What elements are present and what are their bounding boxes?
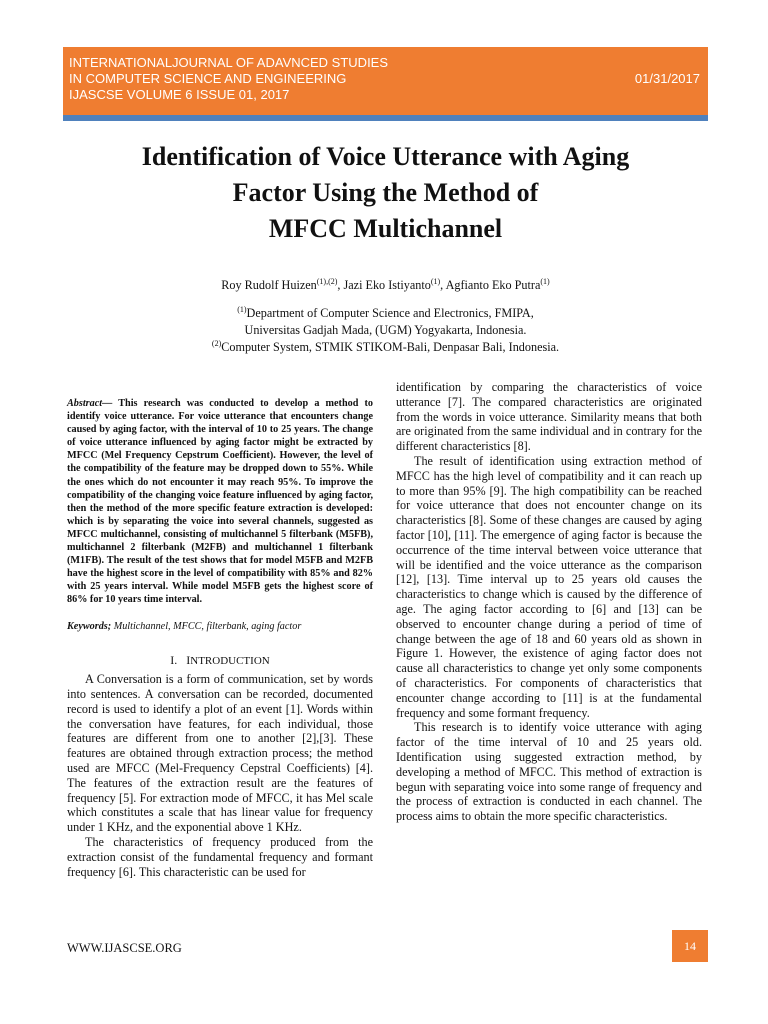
footer-website-url: WWW.IJASCSE.ORG [67, 941, 182, 955]
author-affiliation-marker: (1),(2) [316, 277, 338, 286]
affiliation-text: Universitas Gadjah Mada, (UGM) Yogyakarta, Indonesia. [244, 323, 527, 337]
body-paragraph: A Conversation is a form of communication, set by words into sentences. A conversation can be recorded, documented record is used to identify a plot of an event [1]. Words within the conversation have features, for each individual, those features are different from one to another [2],[3]. These features are obtained through extraction process; the method used are MFCC (Mel-Frequency Cepstral Coefficients) [4]. The features of the extraction result are the features of frequency [5]. For extraction mode of MFCC, it has Mel scale which constitutes a scale that has linear value for frequency under 1 KHz, and the exponential above 1 KHz. [67, 672, 373, 835]
section-heading-introduction [67, 653, 373, 669]
journal-name-line-1: INTERNATIONALJOURNAL OF ADAVNCED STUDIES [69, 55, 389, 70]
author-name: Roy Rudolf Huizen [221, 278, 317, 292]
paper-title-line-3: MFCC Multichannel [268, 214, 503, 243]
affiliation-marker: (2) [211, 339, 222, 348]
section-title-initial: I [186, 652, 191, 667]
journal-header-band [63, 47, 708, 115]
left-column [67, 380, 373, 879]
affiliation-text: Computer System, STMIK STIKOM-Bali, Denpasar Bali, Indonesia. [221, 340, 560, 354]
publication-date: 01/31/2017 [634, 71, 700, 86]
keywords [67, 620, 373, 633]
abstract-text: This research was conducted to develop a method to identify voice utterance. For voice utterance that encounters change caused by aging factor, with the interval of 10 to 25 years. The change of voice utterance influenced by aging factor might be extracted by MFCC (Mel Frequency Cepstrum Coefficient). However, the level of the compatibility of the feature may be dropped down to 55%. While the ones which do not encounter it may reach 95%. To improve the compatibility of the changing voice feature influenced by aging factor, then the method of the more specific feature extraction is developed: which is by separating the voice into several channels, suggested as MFCC multichannel, consisting of multichannel 5 filterbank (M5FB), multichannel 2 filterbank (M2FB) and multichannel 1 filterbank (M1FB). The result of the test shows that for model M5FB and M2FB have the highest score in the level of compatibility with 85% and 82% with 25 years interval. While model M5FB gets the highest score of 86% for 10 years time interval. [67, 398, 373, 606]
affiliations [63, 305, 708, 356]
abstract [67, 397, 373, 607]
author-name: Agfianto Eko Putra [445, 278, 541, 292]
journal-issue-line: IJASCSE VOLUME 6 ISSUE 01, 2017 [69, 87, 290, 102]
header-divider [63, 115, 708, 121]
keywords-label: Keywords; [67, 620, 112, 632]
affiliation-line [63, 305, 708, 322]
section-number: I. [170, 652, 178, 667]
paper-title-line-2: Factor Using the Method of [232, 178, 539, 207]
affiliation-marker: (1) [237, 305, 247, 314]
body-paragraph: The result of identification using extraction method of MFCC has the high level of compatibility and it can reach up to more than 95% [9]. The high compatibility can be reached for voice utterance that does not encounter change on its characteristics [8]. Some of these changes are caused by aging factor [10], [11]. The emergence of aging factor is because the occurrence of the time interval between voice utterance that will be identified and the voice utterance as the comparison [12], [13]. Time interval up to 25 years old causes the characteristics to change which is caused by the difference of age. The aging factor according to [6] and [13] can be observed to encounter change during a period of time of change between the age of 18 and 60 years old as shown in Figure 1. However, the existence of aging factor does not cause all characteristics to change yet only some components of characteristics. For components of characteristics that encounter change according to [11] is at the fundamental frequency and some formant frequency. [396, 453, 702, 720]
author-separator: , [337, 278, 344, 292]
author-list [63, 278, 708, 293]
journal-name [69, 55, 388, 103]
journal-name-line-2: IN COMPUTER SCIENCE AND ENGINEERING [69, 71, 347, 86]
body-paragraph: identification by comparing the characteristics of voice utterance [7]. The compared characteristics are originated from the words in voice utterance. Similarity means that both are originated from the same individual and in contrary for the different characteristics [8]. [396, 380, 702, 454]
author-affiliation-marker: (1) [540, 277, 550, 286]
author-name: Jazi Eko Istiyanto [343, 278, 431, 292]
paper-title-line-1: Identification of Voice Utterance with Aging [141, 142, 630, 171]
paper-title [63, 139, 708, 247]
page-number-badge: 14 [672, 930, 708, 962]
author-separator: , [440, 278, 446, 292]
affiliation-text: Department of Computer Science and Electronics, FMIPA, [246, 306, 534, 320]
body-paragraph: The characteristics of frequency produced from the extraction consist of the fundamental frequency and formant frequency [6]. This characteristic can be used for [67, 835, 373, 879]
abstract-label: Abstract— [67, 398, 113, 409]
body-paragraph: This research is to identify voice utterance with aging factor of the time interval of 10 and 25 years old. Identification using suggested extraction method, by developing a method of MFCC. This method of extraction is begun with separating voice into some range of frequency and the process of extraction is conducted in each channel. The process aims to obtain the more specific characteristics. [396, 720, 702, 824]
affiliation-line [63, 322, 708, 339]
author-affiliation-marker: (1) [430, 277, 441, 286]
affiliation-line [63, 339, 708, 356]
keywords-text: Multichannel, MFCC, filterbank, aging factor [111, 620, 302, 632]
section-title-rest: NTRODUCTION [190, 654, 270, 667]
right-column [396, 380, 702, 824]
